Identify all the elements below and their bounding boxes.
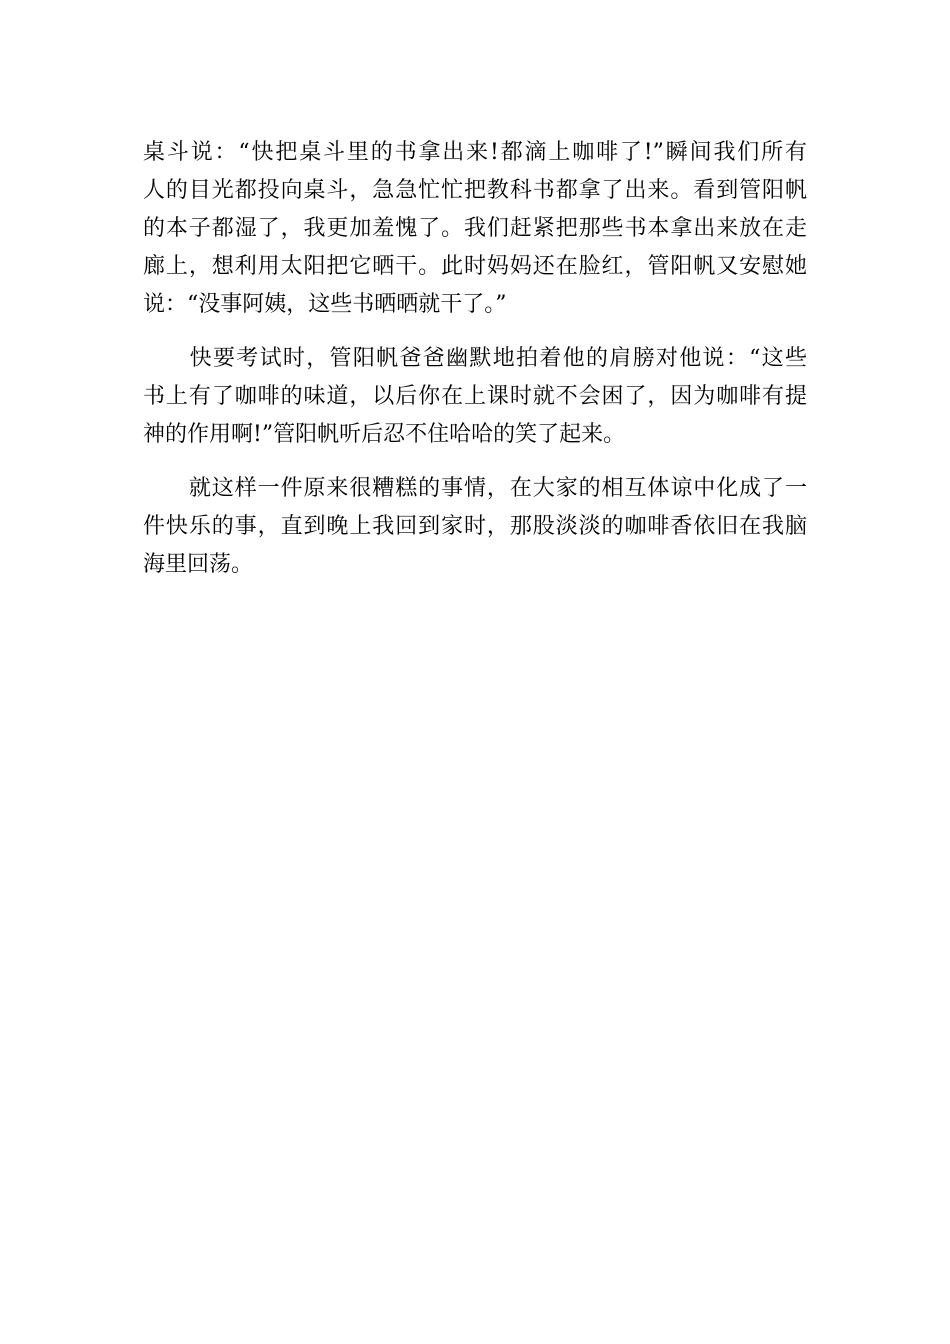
- paragraph-line: 就这样一件原来很糟糕的事情，在大家的相互体谅中化成了一: [143, 475, 807, 501]
- paragraph-line: 神的作用啊!”管阳帆听后忍不住哈哈的笑了起来。: [143, 421, 626, 447]
- paragraph-line: 快要考试时，管阳帆爸爸幽默地拍着他的肩膀对他说：“这些: [143, 345, 807, 371]
- paragraph-2: [143, 340, 807, 454]
- document-body: [143, 134, 807, 584]
- paragraph-line: 书上有了咖啡的味道，以后你在上课时就不会困了，因为咖啡有提: [143, 383, 807, 409]
- paragraph-line: 海里回荡。: [143, 551, 254, 577]
- paragraph-1: [143, 134, 807, 324]
- paragraph-line: 说：“没事阿姨，这些书晒晒就干了。”: [143, 292, 507, 317]
- paragraph-spacer: [143, 454, 807, 470]
- paragraph-line: 廊上，想利用太阳把它晒干。此时妈妈还在脸红，管阳帆又安慰她: [143, 254, 807, 279]
- paragraph-spacer: [143, 324, 807, 340]
- paragraph-3: [143, 470, 807, 584]
- paragraph-line: 的本子都湿了，我更加羞愧了。我们赶紧把那些书本拿出来放在走: [143, 216, 807, 241]
- paragraph-line: 桌斗说：“快把桌斗里的书拿出来!都滴上咖啡了!”瞬间我们所有: [143, 140, 807, 165]
- paragraph-line: 件快乐的事，直到晚上我回到家时，那股淡淡的咖啡香依旧在我脑: [143, 513, 807, 539]
- paragraph-line: 人的目光都投向桌斗，急急忙忙把教科书都拿了出来。看到管阳帆: [143, 178, 807, 203]
